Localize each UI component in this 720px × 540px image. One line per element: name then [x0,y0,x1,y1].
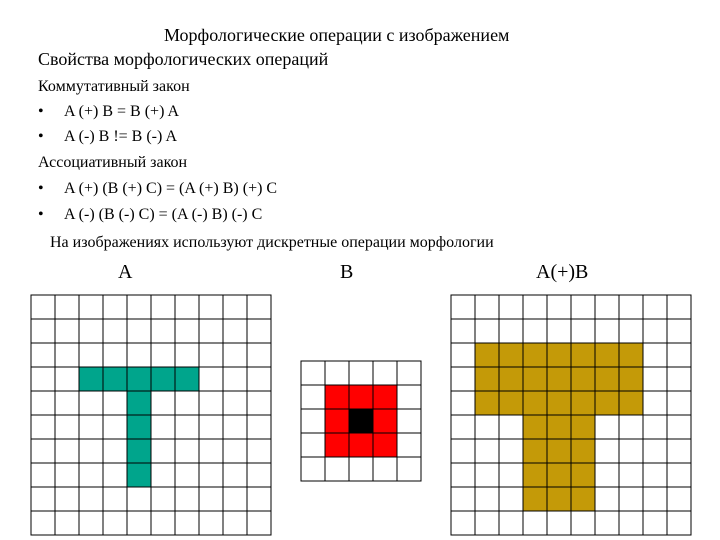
grid-ab-cell [619,319,643,343]
slide-title: Морфологические операции с изображением [164,25,510,45]
grid-b-cell [325,361,349,385]
grid-a-cell [127,295,151,319]
grid-a-cell [31,367,55,391]
grid-ab-filled-cell [547,487,571,511]
grid-ab-cell [451,295,475,319]
grid-a-cell [103,343,127,367]
grid-ab-cell [451,463,475,487]
grid-ab-cell [499,511,523,535]
grid-a-cell [127,343,151,367]
grid-ab-filled-cell [523,343,547,367]
grid-ab-cell [619,415,643,439]
grid-b-cell [301,433,325,457]
grid-a-cell [79,391,103,415]
grid-ab-cell [499,319,523,343]
grid-a-cell [79,415,103,439]
grid-ab-cell [667,487,691,511]
slide-subtitle: Свойства морфологических операций [38,49,329,69]
grid-b-cell [301,361,325,385]
grid-a-cell [103,415,127,439]
grid-a-cell [175,511,199,535]
grid-ab-cell [451,511,475,535]
grid-a-cell [127,511,151,535]
grid-b-cell [373,361,397,385]
grid-ab-cell [475,415,499,439]
commutative-item [38,129,177,145]
grid-a-cell [31,487,55,511]
grid-a-cell [247,439,271,463]
grid-a-cell [79,295,103,319]
grid-a-cell [79,487,103,511]
grid-b-cell [301,457,325,481]
grid-ab-filled-cell [547,415,571,439]
grid-a-cell [223,391,247,415]
grid-ab-cell [619,439,643,463]
grid-b-filled-cell [349,433,373,457]
grid-ab-cell [571,295,595,319]
grid-ab-filled-cell [547,439,571,463]
grid-b [300,360,423,483]
grid-ab-cell [643,391,667,415]
grid-a-cell [55,415,79,439]
grid-ab [450,294,693,537]
associative-formula: A (+) (B (+) C) = (A (+) B) (+) C [64,180,278,197]
grid-a-cell [151,295,175,319]
grid-ab-cell [667,511,691,535]
grid-a-cell [175,343,199,367]
grid-b-cell [373,457,397,481]
grid-ab-filled-cell [523,367,547,391]
grid-a-cell [247,367,271,391]
grid-ab-cell [499,487,523,511]
grid-a-cell [247,343,271,367]
grid-ab-filled-cell [571,463,595,487]
grid-b-filled-cell [325,409,349,433]
grid-a-cell [247,319,271,343]
grid-b-cell [325,457,349,481]
grid-ab-cell [667,343,691,367]
grid-b-filled-cell [349,409,373,433]
grid-a-cell [55,295,79,319]
grid-ab-filled-cell [547,367,571,391]
grid-a-cell [103,391,127,415]
grid-a-cell [55,439,79,463]
grid-a-cell [199,319,223,343]
grid-a-cell [223,487,247,511]
grid-ab-cell [595,319,619,343]
grid-a-cell [127,487,151,511]
grid-ab-cell [451,415,475,439]
grid-a [30,294,273,537]
grid-b-filled-cell [325,385,349,409]
grid-b-filled-cell [373,409,397,433]
grid-ab-cell [595,295,619,319]
grid-ab-filled-cell [571,343,595,367]
grid-ab-filled-cell [619,343,643,367]
grid-a-cell [31,439,55,463]
grid-b-label: B [340,261,354,283]
grid-a-cell [31,295,55,319]
grid-ab-cell [643,439,667,463]
grid-ab-filled-cell [619,391,643,415]
grid-a-cell [175,295,199,319]
grid-ab-cell [643,319,667,343]
grid-ab-filled-cell [547,343,571,367]
grid-a-cell [103,487,127,511]
bullet-icon: • [38,206,44,223]
grid-a-cell [151,439,175,463]
grid-a-cell [247,295,271,319]
grid-a-cell [223,295,247,319]
grid-a-cell [31,343,55,367]
grid-ab-filled-cell [595,367,619,391]
grid-a-cell [199,439,223,463]
grid-b-filled-cell [373,433,397,457]
grid-ab-filled-cell [499,367,523,391]
grid-ab-filled-cell [523,439,547,463]
grid-a-cell [199,511,223,535]
grid-ab-cell [619,487,643,511]
grid-a-cell [127,319,151,343]
grid-ab-filled-cell [571,439,595,463]
grid-ab-cell [475,439,499,463]
grid-ab-cell [667,319,691,343]
commutative-formula: A (-) B != B (-) A [64,128,178,145]
grid-a-cell [223,415,247,439]
grid-a-cell [55,343,79,367]
grid-a-filled-cell [127,391,151,415]
grid-ab-cell [619,463,643,487]
grid-ab-filled-cell [499,391,523,415]
associative-formula: A (-) (B (-) C) = (A (-) B) (-) C [64,206,263,223]
grid-ab-cell [619,511,643,535]
grid-ab-cell [667,391,691,415]
grid-ab-cell [571,319,595,343]
grid-a-cell [103,439,127,463]
commutative-formula: A (+) B = B (+) A [64,103,180,120]
grid-ab-filled-cell [523,415,547,439]
grid-b-filled-cell [325,433,349,457]
grid-a-cell [31,319,55,343]
associative-item [38,181,277,197]
grid-a-cell [223,367,247,391]
grid-ab-cell [643,511,667,535]
grid-b-cell [301,385,325,409]
grid-b-cell [397,385,421,409]
grid-a-cell [199,343,223,367]
grid-a-filled-cell [151,367,175,391]
grid-ab-cell [643,343,667,367]
grid-a-cell [175,415,199,439]
grid-a-cell [55,391,79,415]
grid-ab-cell [595,439,619,463]
grid-ab-filled-cell [475,367,499,391]
grid-ab-cell [451,367,475,391]
grid-a-cell [199,487,223,511]
grid-ab-filled-cell [619,367,643,391]
grid-a-cell [79,319,103,343]
grid-ab-filled-cell [595,391,619,415]
grid-a-cell [151,487,175,511]
grid-ab-filled-cell [571,415,595,439]
grid-a-cell [55,511,79,535]
grid-ab-cell [667,439,691,463]
grid-a-cell [31,391,55,415]
commutative-law-heading: Коммутативный закон [38,78,190,95]
grid-a-cell [223,511,247,535]
grid-a-cell [199,391,223,415]
grid-a-cell [55,487,79,511]
grid-ab-cell [667,295,691,319]
grid-ab-cell [499,295,523,319]
grid-ab-cell [475,319,499,343]
grid-a-label: A [118,261,133,283]
grid-a-cell [175,319,199,343]
grid-a-cell [175,391,199,415]
grid-a-cell [103,319,127,343]
grid-ab-cell [499,439,523,463]
grid-ab-cell [595,511,619,535]
grid-ab-label: A(+)B [536,261,589,283]
grid-ab-cell [475,511,499,535]
grid-ab-cell [475,463,499,487]
grid-ab-filled-cell [547,463,571,487]
bullet-icon: • [38,128,44,145]
grid-b-cell [397,361,421,385]
grid-ab-filled-cell [475,391,499,415]
grid-ab-cell [547,319,571,343]
grid-b-cell [397,433,421,457]
grid-b-filled-cell [349,385,373,409]
grid-a-cell [103,463,127,487]
grid-ab-cell [619,295,643,319]
grid-a-cell [55,463,79,487]
grid-a-cell [223,319,247,343]
grid-a-cell [199,463,223,487]
grid-ab-filled-cell [499,343,523,367]
grid-ab-cell [667,367,691,391]
grid-a-cell [151,391,175,415]
grid-ab-cell [451,487,475,511]
grid-a-filled-cell [175,367,199,391]
grid-a-filled-cell [103,367,127,391]
grid-ab-cell [475,487,499,511]
commutative-item [38,104,179,120]
grid-a-cell [79,463,103,487]
bullet-icon: • [38,180,44,197]
grid-a-cell [199,415,223,439]
grid-a-cell [55,319,79,343]
grid-ab-cell [595,463,619,487]
grid-a-cell [103,511,127,535]
grid-ab-cell [595,487,619,511]
grid-ab-cell [475,295,499,319]
grid-a-cell [175,487,199,511]
grid-a-cell [151,463,175,487]
grid-ab-filled-cell [475,343,499,367]
grid-ab-cell [643,487,667,511]
grid-ab-cell [451,391,475,415]
grid-ab-filled-cell [571,367,595,391]
grid-a-cell [31,511,55,535]
grid-ab-filled-cell [523,391,547,415]
grid-ab-filled-cell [523,487,547,511]
grid-a-cell [223,463,247,487]
grid-ab-filled-cell [595,343,619,367]
grid-a-filled-cell [127,439,151,463]
grid-a-cell [151,319,175,343]
grid-ab-cell [571,511,595,535]
grid-ab-cell [523,511,547,535]
grid-ab-cell [595,415,619,439]
grid-ab-cell [547,511,571,535]
grid-ab-cell [451,319,475,343]
grid-ab-filled-cell [523,463,547,487]
grid-b-cell [301,409,325,433]
morphology-note: На изображениях используют дискретные операции морфологии [50,234,494,251]
grid-a-cell [199,367,223,391]
grid-ab-cell [643,367,667,391]
grid-a-cell [247,511,271,535]
grid-b-cell [397,457,421,481]
grid-a-filled-cell [79,367,103,391]
associative-law-heading: Ассоциативный закон [38,154,188,171]
grid-a-cell [247,487,271,511]
bullet-icon: • [38,103,44,120]
grid-a-cell [247,463,271,487]
grid-a-cell [55,367,79,391]
grid-ab-cell [499,463,523,487]
grid-a-cell [223,439,247,463]
grid-a-cell [31,415,55,439]
grid-ab-filled-cell [547,391,571,415]
grid-ab-cell [451,439,475,463]
grid-a-cell [31,463,55,487]
grid-b-filled-cell [373,385,397,409]
grid-a-cell [151,511,175,535]
grid-a-cell [175,439,199,463]
grid-a-filled-cell [127,463,151,487]
grid-a-cell [79,511,103,535]
grid-ab-filled-cell [571,487,595,511]
grid-a-filled-cell [127,367,151,391]
grid-a-cell [103,295,127,319]
grid-ab-filled-cell [571,391,595,415]
grid-a-cell [223,343,247,367]
grid-ab-cell [643,415,667,439]
grid-ab-cell [643,463,667,487]
grid-b-cell [397,409,421,433]
grid-ab-cell [547,295,571,319]
grid-a-cell [199,295,223,319]
grid-ab-cell [499,415,523,439]
grid-b-cell [349,457,373,481]
grid-a-cell [79,343,103,367]
grid-ab-cell [667,415,691,439]
grid-a-cell [247,391,271,415]
grid-a-cell [151,415,175,439]
grid-ab-cell [451,343,475,367]
grid-ab-cell [523,295,547,319]
grid-a-filled-cell [127,415,151,439]
grid-a-cell [247,415,271,439]
grid-a-cell [151,343,175,367]
grid-a-cell [175,463,199,487]
grid-ab-cell [523,319,547,343]
grid-ab-cell [643,295,667,319]
associative-item [38,207,262,223]
grid-a-cell [79,439,103,463]
grid-b-cell [349,361,373,385]
grid-ab-cell [667,463,691,487]
